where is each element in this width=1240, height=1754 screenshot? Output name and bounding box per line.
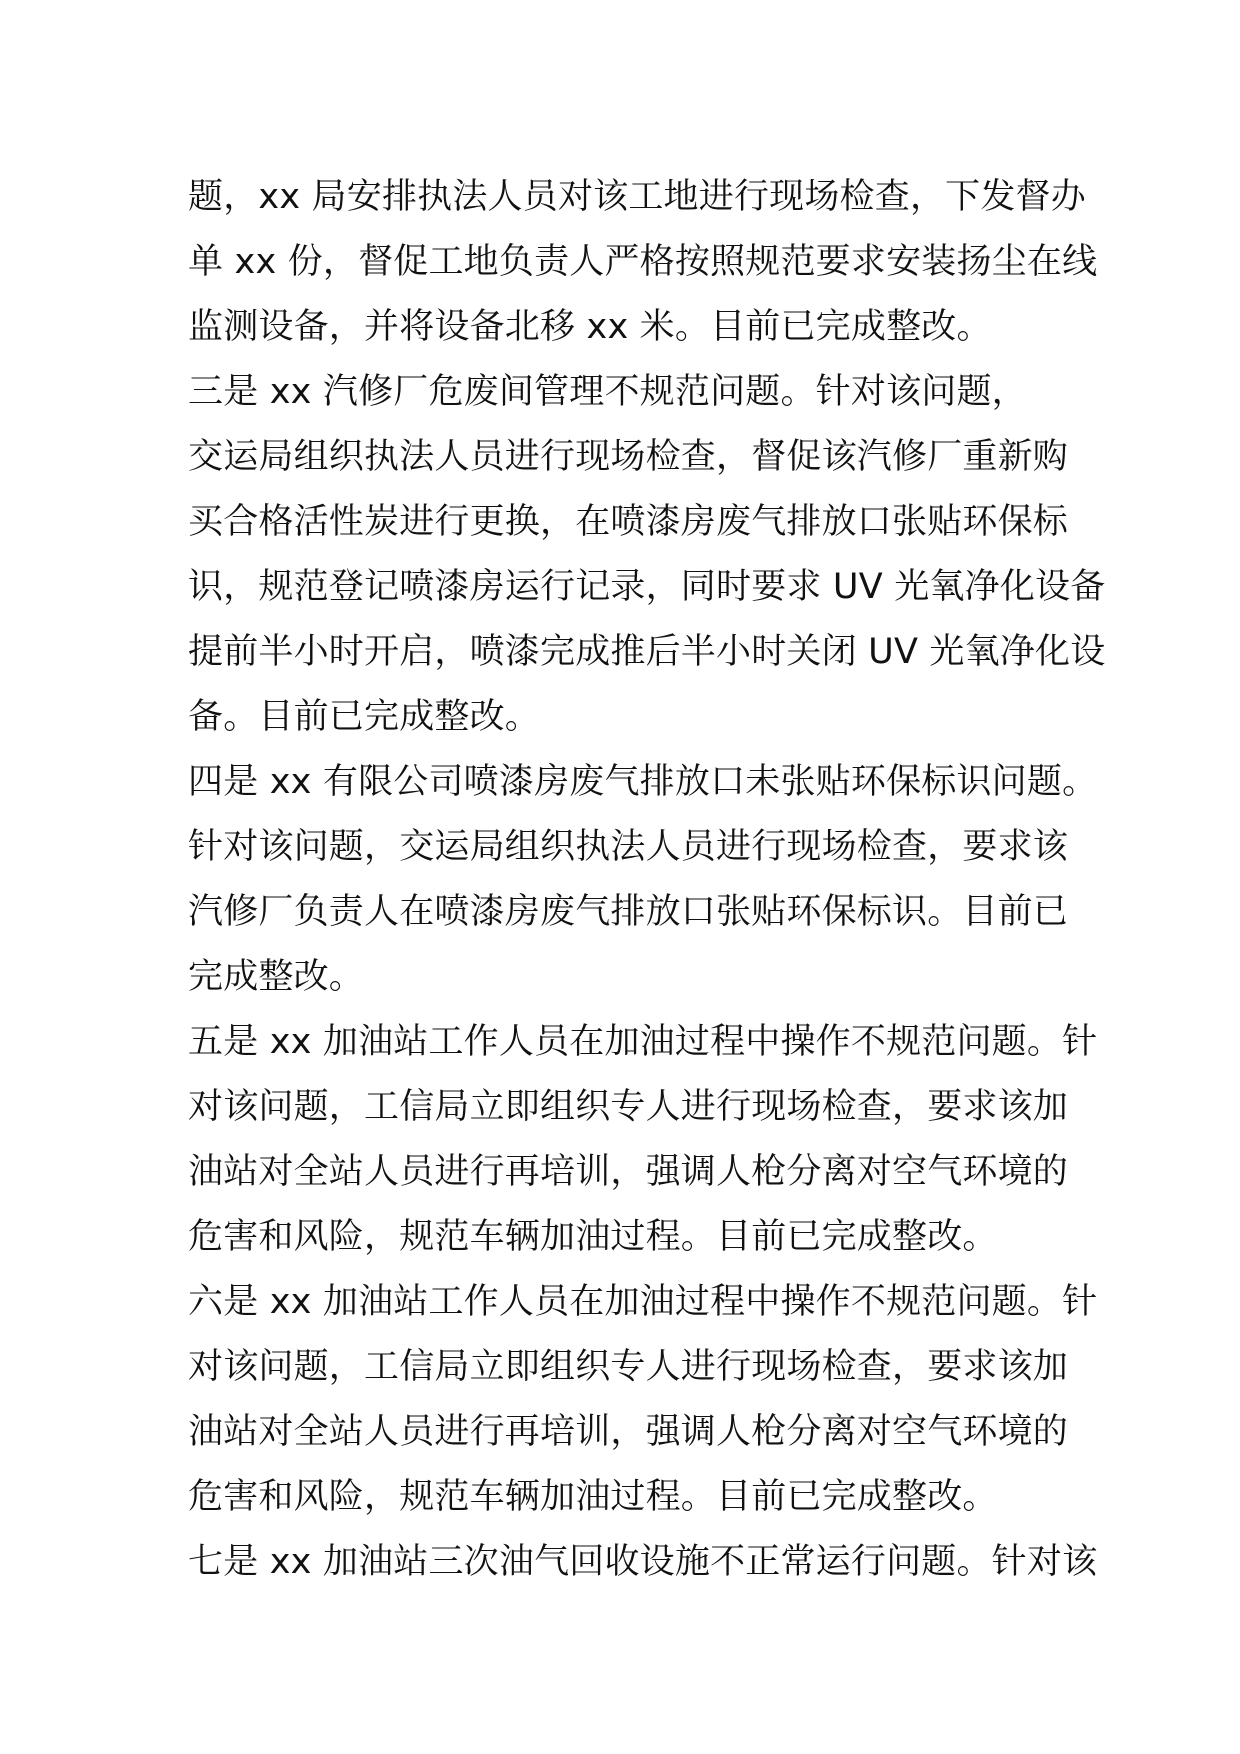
text-line: 三是 xx 汽修厂危废间管理不规范问题。针对该问题， xyxy=(188,372,1027,412)
text-line: 汽修厂负责人在喷漆房废气排放口张贴环保标识。目前已 xyxy=(188,892,1069,932)
text-line: 油站对全站人员进行再培训，强调人枪分离对空气环境的 xyxy=(188,1152,1069,1192)
text-line: 单 xx 份，督促工地负责人严格按照规范要求安装扬尘在线 xyxy=(188,242,1098,282)
text-line: 完成整改。 xyxy=(188,957,365,997)
body-text xyxy=(188,165,1106,1595)
text-line: 提前半小时开启，喷漆完成推后半小时关闭 UV 光氧净化设 xyxy=(188,632,1106,672)
text-line: 买合格活性炭进行更换，在喷漆房废气排放口张贴环保标 xyxy=(188,502,1069,542)
text-line: 危害和风险，规范车辆加油过程。目前已完成整改。 xyxy=(188,1477,998,1517)
text-line: 油站对全站人员进行再培训，强调人枪分离对空气环境的 xyxy=(188,1412,1069,1452)
text-line: 四是 xx 有限公司喷漆房废气排放口未张贴环保标识问题。 xyxy=(188,762,1098,802)
text-line: 六是 xx 加油站工作人员在加油过程中操作不规范问题。针 xyxy=(188,1282,1098,1322)
text-line: 针对该问题，交运局组织执法人员进行现场检查，要求该 xyxy=(188,827,1069,867)
text-line: 危害和风险，规范车辆加油过程。目前已完成整改。 xyxy=(188,1217,998,1257)
text-line: 五是 xx 加油站工作人员在加油过程中操作不规范问题。针 xyxy=(188,1022,1098,1062)
text-line: 对该问题，工信局立即组织专人进行现场检查，要求该加 xyxy=(188,1087,1069,1127)
text-line: 七是 xx 加油站三次油气回收设施不正常运行问题。针对该 xyxy=(188,1542,1098,1582)
text-line: 题，xx 局安排执法人员对该工地进行现场检查，下发督办 xyxy=(188,177,1086,217)
text-line: 监测设备，并将设备北移 xx 米。目前已完成整改。 xyxy=(188,307,992,347)
text-line: 对该问题，工信局立即组织专人进行现场检查，要求该加 xyxy=(188,1347,1069,1387)
text-line: 交运局组织执法人员进行现场检查，督促该汽修厂重新购 xyxy=(188,437,1069,477)
text-line: 备。目前已完成整改。 xyxy=(188,697,541,737)
text-line: 识，规范登记喷漆房运行记录，同时要求 UV 光氧净化设备 xyxy=(188,567,1106,607)
